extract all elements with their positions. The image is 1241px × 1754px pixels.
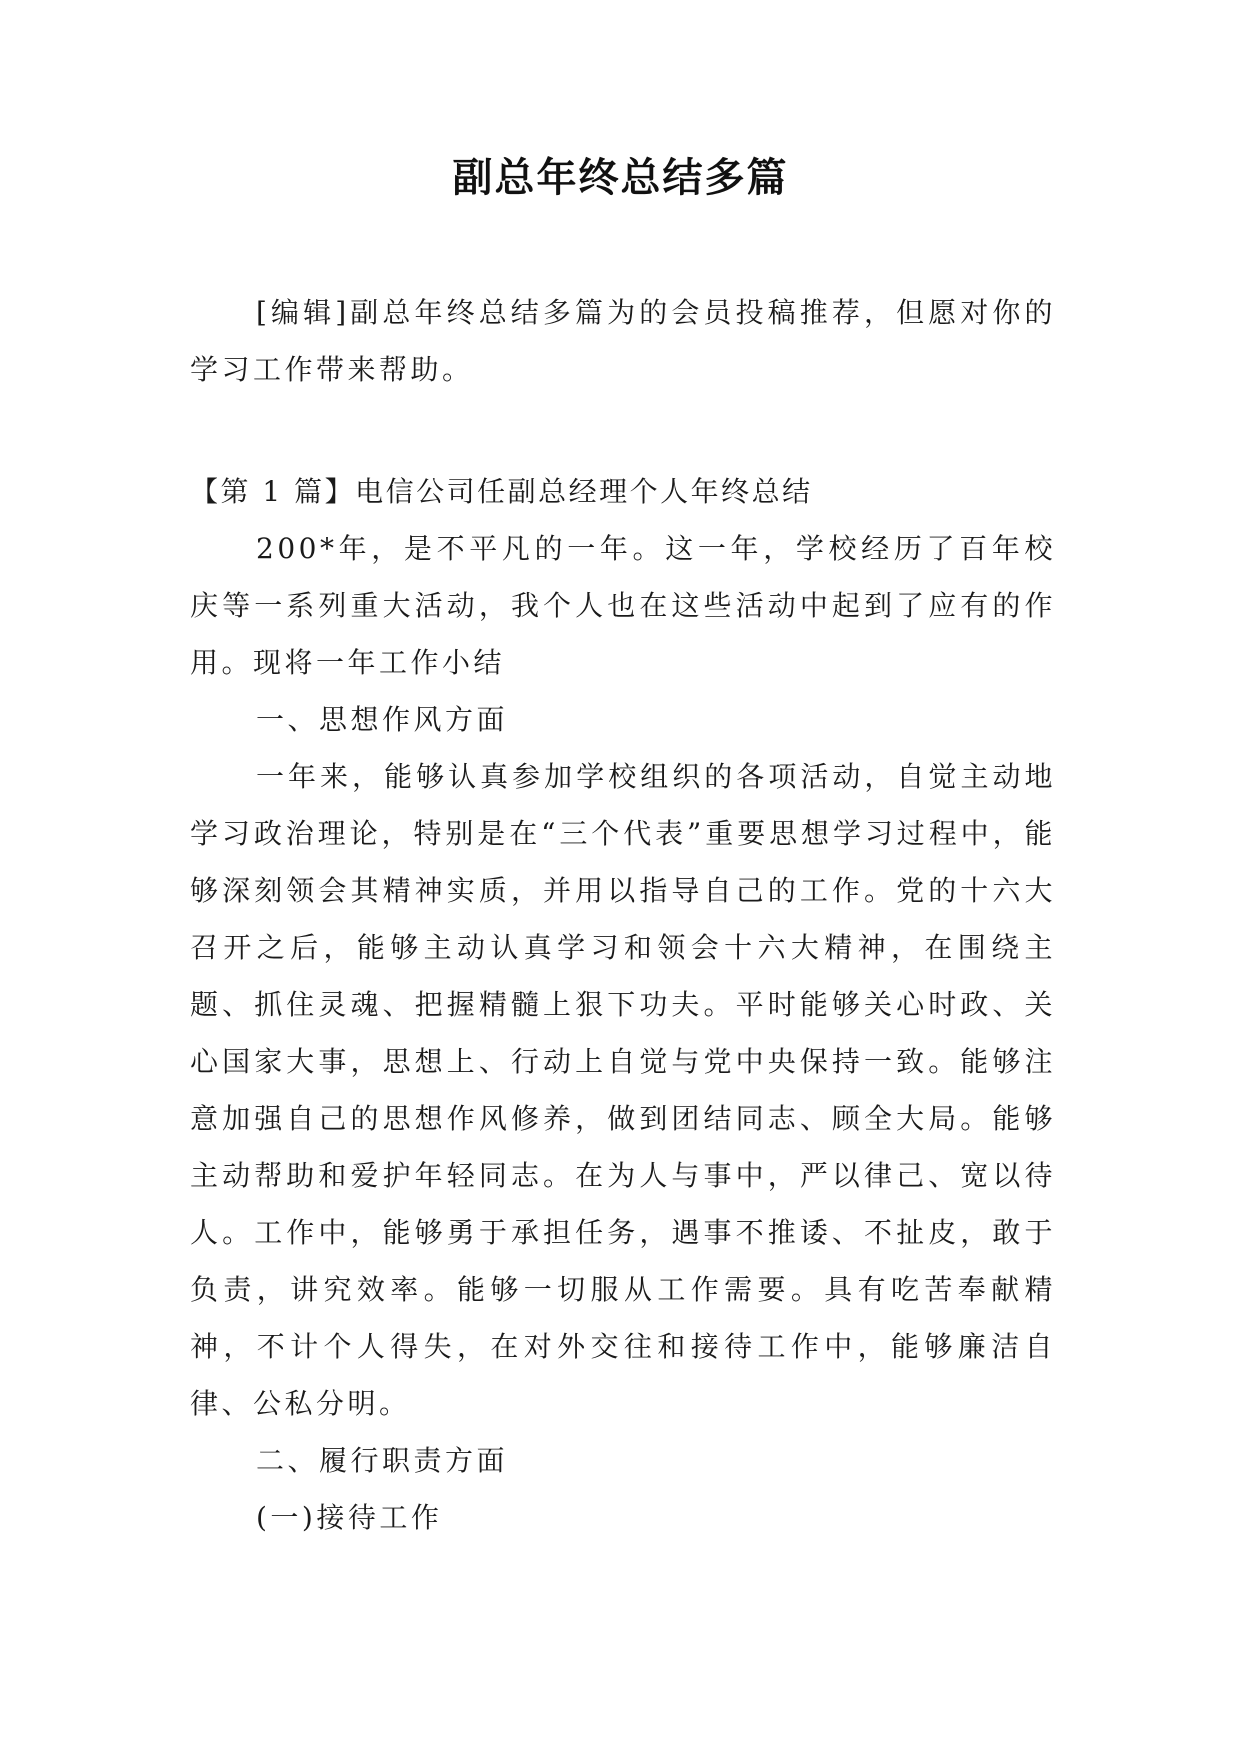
document-title: 副总年终总结多篇 (452, 155, 789, 201)
section-heading-thought: 一、思想作风方面 (256, 703, 509, 736)
paragraph-thought: 一年来，能够认真参加学校组织的各项活动，自觉主动地学习政治理论，特别是在“三个代表”重要思想学习过程中，能够深刻领会其精神实质，并用以指导自己的工作。党的十六大召开之后，能够主动认真学习和领会十六大精神，在围绕主题、抓住灵魂、把握精髓上狠下功夫。平时能够关心时政、关心国家大事，思想上、行动上自觉与党中央保持一致。能够注意加强自己的思想作风修养，做到团结同志、顾全大局。能够主动帮助和爱护年轻同志。在为人与事中，严以律己、宽以待人。工作中，能够勇于承担任务，遇事不推诿、不扯皮，敢于负责，讲究效率。能够一切服从工作需要。具有吃苦奉献精神，不计个人得失，在对外交往和接待工作中，能够廉洁自律、公私分明。 (190, 760, 1056, 1420)
paragraph-opening: 200*年，是不平凡的一年。这一年，学校经历了百年校庆等一系列重大活动，我个人也在这些活动中起到了应有的作用。现将一年工作小结 (190, 532, 1056, 679)
subsection-heading-reception: (一)接待工作 (256, 1501, 443, 1534)
chapter-heading: 【第 1 篇】电信公司任副总经理个人年终总结 (190, 475, 813, 508)
section-heading-duties: 二、履行职责方面 (256, 1444, 509, 1477)
intro-paragraph: [编辑]副总年终总结多篇为的会员投稿推荐，但愿对你的学习工作带来帮助。 (190, 296, 1056, 386)
